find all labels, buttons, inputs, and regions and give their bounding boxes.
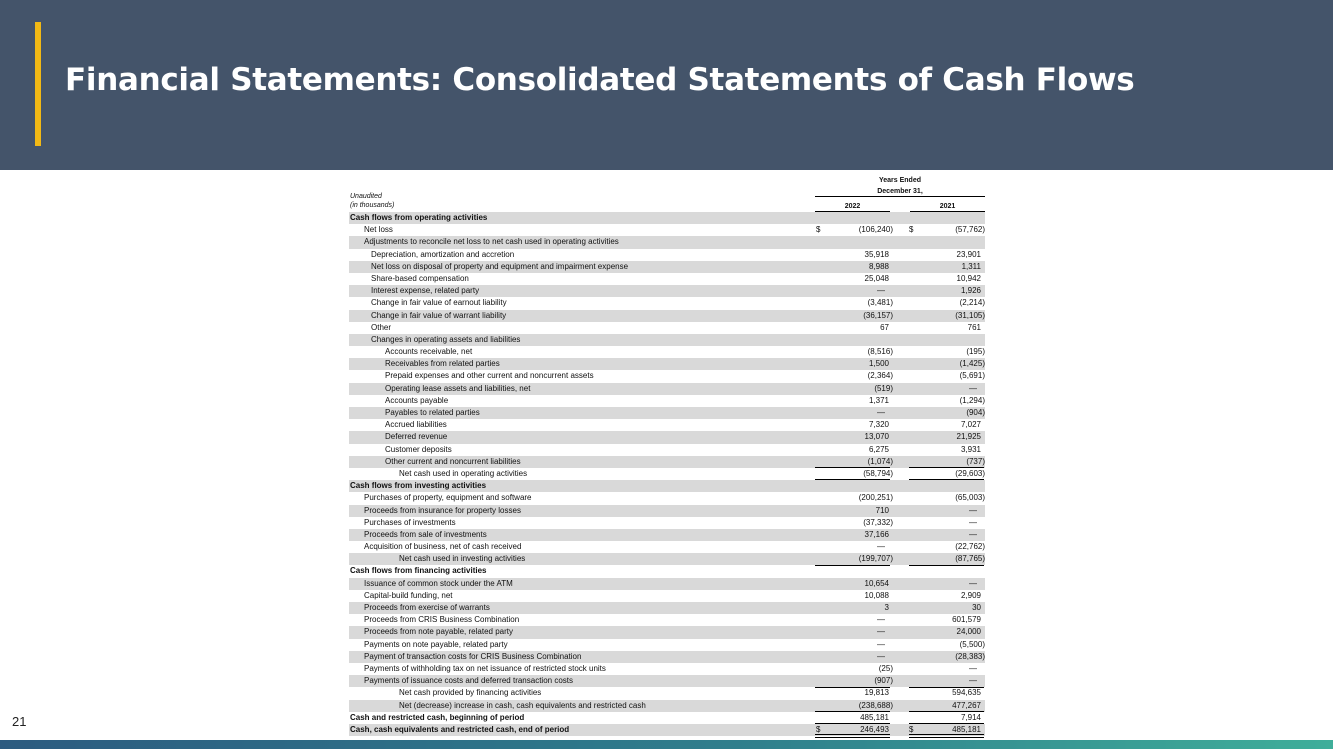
value-2022: — [877,627,885,637]
value-2022: (2,364) [867,371,893,381]
currency-symbol: $ [816,225,821,235]
slide-title: Financial Statements: Consolidated Statements of Cash Flows [65,62,1135,98]
table-row [349,626,985,638]
value-2021: (57,762) [955,225,985,235]
value-2021: 24,000 [956,627,981,637]
value-2021: — [969,676,977,686]
row-label: Deferred revenue [385,432,448,442]
table-row [349,261,985,273]
table-row [349,614,985,626]
value-2022: 35,918 [864,249,889,259]
value-2021: 7,027 [960,420,981,430]
row-label: Cash flows from operating activities [350,213,488,222]
row-label: Customer deposits [385,444,452,454]
table-row [349,285,985,297]
value-2021: — [969,383,977,393]
column-header-2021: 2021 [910,203,985,212]
value-2022: 6,275 [868,444,889,454]
table-row [349,541,985,553]
value-2022: 10,088 [864,590,889,600]
value-2022: (37,332) [863,517,893,527]
value-2022: 13,070 [864,432,889,442]
row-label: Accounts payable [385,395,449,405]
row-label: Cash flows from investing activities [350,481,487,491]
value-2021: 7,914 [960,712,981,722]
value-2021: 23,901 [956,249,981,259]
table-row [349,431,985,443]
table-row [349,249,985,261]
table-row [349,407,985,419]
value-2022: 37,166 [864,529,889,539]
value-2021: 2,909 [960,590,981,600]
value-2021: 601,579 [952,615,981,625]
row-label: Net loss [364,225,393,235]
value-2022: — [877,542,885,552]
row-label: Net (decrease) increase in cash, cash equivalents and restricted cash [399,700,646,710]
row-label: Payments of withholding tax on net issuance of restricted stock units [364,663,606,673]
value-2021: — [969,529,977,539]
units-note: (in thousands) [350,202,395,209]
table-row [349,590,985,602]
value-2022: (58,794) [863,468,893,478]
value-2021: 761 [967,322,981,332]
value-2021: 1,311 [961,261,981,271]
row-label: Interest expense, related party [371,286,480,296]
row-label: Proceeds from note payable, related party [364,627,513,637]
value-2021: — [969,578,977,588]
table-row [349,663,985,675]
value-2022: 10,654 [864,578,889,588]
row-label: Proceeds from CRIS Business Combination [364,615,520,625]
row-label: Proceeds from insurance for property losses [364,505,521,515]
row-label: Payments on note payable, related party [364,639,508,649]
value-2022: (238,688) [858,700,893,710]
row-label: Purchases of investments [364,517,456,527]
value-2022: (200,251) [858,493,893,503]
table-row [349,212,985,224]
table-row [349,724,985,736]
period-date: December 31, [815,188,985,197]
table-row [349,565,985,577]
value-2022: 25,048 [864,273,889,283]
table-row [349,310,985,322]
value-2022: (3,481) [867,298,893,308]
row-label: Accounts receivable, net [385,347,473,357]
row-label: Purchases of property, equipment and software [364,493,532,503]
table-row [349,334,985,346]
table-row [349,651,985,663]
table-row [349,517,985,529]
row-label: Receivables from related parties [385,359,500,369]
row-label: Proceeds from exercise of warrants [364,603,490,612]
table-row [349,224,985,236]
row-label: Adjustments to reconcile net loss to net cash used in operating activities [364,237,619,247]
row-label: Acquisition of business, net of cash received [364,542,522,552]
table-row [349,553,985,565]
value-2022: 1,371 [868,395,889,405]
value-2022: 246,493 [860,724,889,734]
row-label: Change in fair value of warrant liability [371,310,507,320]
row-label: Cash, cash equivalents and restricted cash, end of period [350,724,570,734]
currency-symbol: $ [816,724,821,734]
table-row [349,419,985,431]
row-label: Share-based compensation [371,273,469,283]
table-row [349,468,985,480]
row-label: Change in fair value of earnout liability [371,298,507,308]
value-2021: 594,635 [952,688,981,698]
table-row [349,700,985,712]
row-label: Cash and restricted cash, beginning of period [350,712,525,722]
value-2022: 1,500 [868,359,889,369]
currency-symbol: $ [909,724,914,734]
value-2022: (519) [874,383,893,393]
value-2021: (28,383) [955,651,985,661]
value-2022: (199,707) [858,554,893,564]
value-2021: (195) [966,347,985,357]
value-2021: — [969,505,977,515]
table-row [349,358,985,370]
value-2022: — [877,639,885,649]
value-2021: (904) [966,408,985,417]
value-2022: — [877,651,885,661]
row-label: Accrued liabilities [385,420,447,430]
accent-bar [35,22,41,146]
table-row [349,383,985,395]
value-2021: (1,294) [959,395,985,405]
page-number: 21 [12,714,27,729]
row-label: Payments of issuance costs and deferred transaction costs [364,676,573,686]
value-2022: (36,157) [863,310,893,320]
footer-stripe [0,740,1333,749]
table-row [349,297,985,309]
row-label: Depreciation, amortization and accretion [371,249,515,259]
row-label: Other current and noncurrent liabilities [385,456,521,466]
value-2021: (31,105) [955,310,985,320]
table-row [349,444,985,456]
value-2022: (1,074) [867,456,893,466]
value-2021: (29,603) [955,468,985,478]
row-label: Other [371,322,392,332]
table-row [349,273,985,285]
value-2022: (106,240) [858,225,893,235]
table-row [349,529,985,541]
value-2022: 485,181 [860,712,889,722]
row-label: Prepaid expenses and other current and noncurrent assets [385,371,594,381]
row-label: Payables to related parties [385,408,480,417]
table-row [349,456,985,468]
value-2021: — [969,663,977,673]
value-2022: — [877,286,885,296]
table-row [349,712,985,724]
currency-symbol: $ [909,225,914,235]
value-2021: (65,003) [955,493,985,503]
value-2022: 7,320 [868,420,889,430]
value-2021: (22,762) [955,542,985,552]
value-2021: (87,765) [955,554,985,564]
total-underline [815,734,890,738]
value-2022: 67 [880,322,889,332]
value-2021: (5,500) [959,639,985,649]
value-2021: — [969,517,977,527]
value-2022: (8,516) [867,347,893,357]
table-row [349,370,985,382]
row-label: Operating lease assets and liabilities, net [385,383,531,393]
table-row [349,395,985,407]
value-2021: 477,267 [952,700,981,710]
cash-flow-table [349,212,985,736]
row-label: Cash flows from financing activities [350,566,487,576]
table-row [349,578,985,590]
row-label: Net cash provided by financing activities [399,688,542,698]
row-label: Net cash used in investing activities [399,554,526,564]
row-label: Net loss on disposal of property and equipment and impairment expense [371,261,629,271]
value-2022: 710 [875,505,889,515]
table-row [349,322,985,334]
row-label: Proceeds from sale of investments [364,529,487,539]
row-label: Net cash used in operating activities [399,468,528,478]
table-row [349,492,985,504]
value-2021: 10,942 [956,273,981,283]
value-2022: — [877,615,885,625]
value-2021: 485,181 [952,724,981,734]
value-2022: (25) [878,663,893,673]
value-2021: (1,425) [959,359,985,369]
value-2021: (737) [966,456,985,466]
row-label: Capital-build funding, net [364,590,453,600]
table-row [349,687,985,699]
value-2022: 3 [884,603,889,612]
unaudited-note: Unaudited [350,193,382,200]
table-row [349,480,985,492]
value-2022: — [877,408,885,417]
row-label: Payment of transaction costs for CRIS Business Combination [364,651,582,661]
period-header: Years Ended [878,177,922,184]
value-2022: 19,813 [864,688,889,698]
table-row [349,346,985,358]
value-2021: 3,931 [960,444,981,454]
value-2021: (5,691) [959,371,985,381]
column-header-2022: 2022 [815,203,890,212]
value-2021: 1,926 [960,286,981,296]
table-row [349,675,985,687]
value-2021: 21,925 [956,432,981,442]
value-2022: 8,988 [868,261,889,271]
slide-header [0,0,1333,170]
value-2022: (907) [874,676,893,686]
table-row [349,639,985,651]
table-row [349,505,985,517]
value-2021: (2,214) [959,298,985,308]
value-2021: 30 [972,603,981,612]
total-underline [909,734,984,738]
table-row [349,602,985,614]
table-row [349,236,985,248]
row-label: Changes in operating assets and liabilities [371,334,521,344]
row-label: Issuance of common stock under the ATM [364,578,513,588]
